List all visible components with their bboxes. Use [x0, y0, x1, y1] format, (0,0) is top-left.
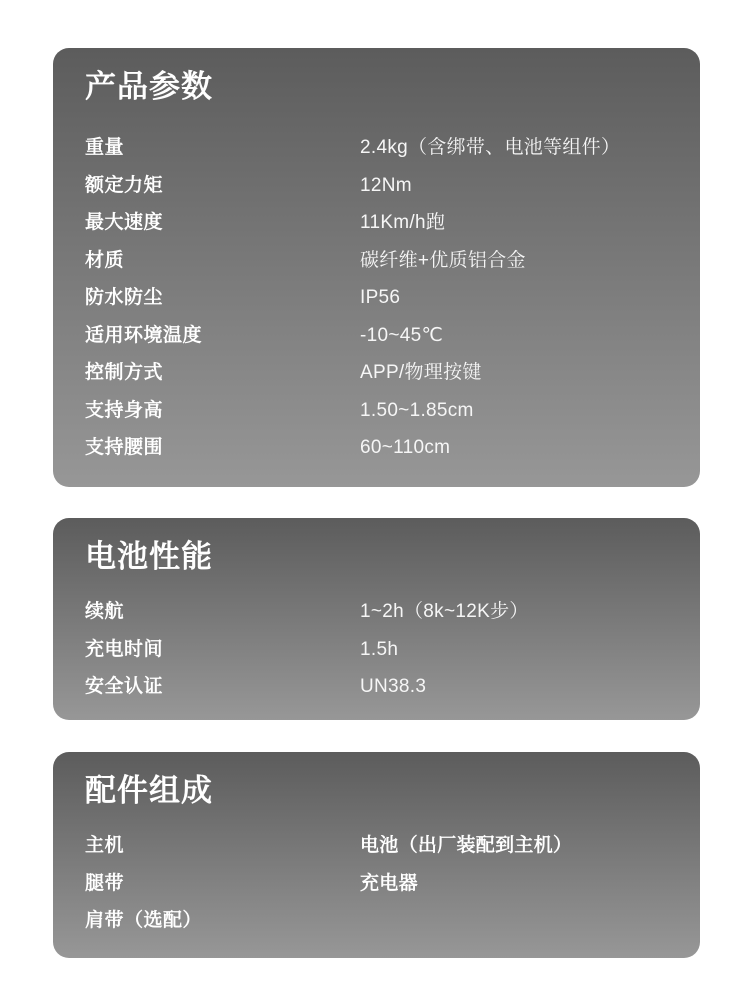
spec-value: 碳纤维+优质铝合金	[360, 249, 526, 271]
accessories-card	[53, 752, 700, 958]
spec-value: APP/物理按键	[360, 362, 482, 384]
spec-value: 1.5h	[360, 638, 399, 660]
product-params-rows	[85, 129, 668, 467]
spec-value: 60~110cm	[360, 437, 451, 459]
product-params-title: 产品参数	[85, 69, 213, 104]
spec-row-temperature	[85, 317, 668, 355]
spec-value: -10~45℃	[360, 324, 444, 346]
spec-label: 重量	[85, 137, 125, 159]
spec-label: 支持腰围	[85, 437, 164, 459]
spec-row-main-unit	[85, 827, 668, 865]
battery-performance-rows	[85, 593, 668, 706]
spec-row-certification	[85, 668, 668, 706]
spec-label: 续航	[85, 601, 125, 623]
accessories-rows	[85, 827, 668, 940]
spec-row-max-speed	[85, 204, 668, 242]
spec-value: UN38.3	[360, 676, 427, 698]
spec-label: 控制方式	[85, 362, 164, 384]
spec-value: 2.4kg（含绑带、电池等组件）	[360, 137, 621, 159]
spec-row-waist	[85, 429, 668, 467]
spec-value: 1~2h（8k~12K步）	[360, 601, 529, 623]
spec-value: 11Km/h跑	[360, 212, 446, 234]
spec-row-control	[85, 354, 668, 392]
spec-label: 额定力矩	[85, 174, 164, 196]
spec-label: 最大速度	[85, 212, 164, 234]
spec-label: 主机	[85, 835, 125, 857]
spec-row-material	[85, 242, 668, 280]
spec-value: 充电器	[360, 872, 418, 894]
accessories-title: 配件组成	[85, 773, 213, 808]
spec-row-waterproof	[85, 279, 668, 317]
spec-row-height	[85, 392, 668, 430]
battery-performance-title: 电池性能	[85, 539, 213, 574]
spec-row-torque	[85, 167, 668, 205]
product-spec-page	[0, 48, 750, 1000]
spec-row-charge-time	[85, 631, 668, 669]
spec-value: 1.50~1.85cm	[360, 399, 474, 421]
spec-label: 肩带（选配）	[85, 910, 203, 932]
spec-value: 12Nm	[360, 174, 412, 196]
spec-label: 支持身高	[85, 399, 164, 421]
spec-label: 防水防尘	[85, 287, 164, 309]
spec-label: 适用环境温度	[85, 324, 203, 346]
spec-row-leg-strap	[85, 865, 668, 903]
spec-row-endurance	[85, 593, 668, 631]
spec-label: 腿带	[85, 872, 125, 894]
spec-label: 安全认证	[85, 676, 164, 698]
battery-performance-card	[53, 518, 700, 720]
spec-label: 充电时间	[85, 638, 164, 660]
spec-row-weight	[85, 129, 668, 167]
spec-row-shoulder-strap	[85, 902, 668, 940]
spec-value: 电池（出厂装配到主机）	[360, 835, 573, 857]
spec-label: 材质	[85, 249, 125, 271]
product-params-card	[53, 48, 700, 487]
spec-value: IP56	[360, 287, 401, 309]
